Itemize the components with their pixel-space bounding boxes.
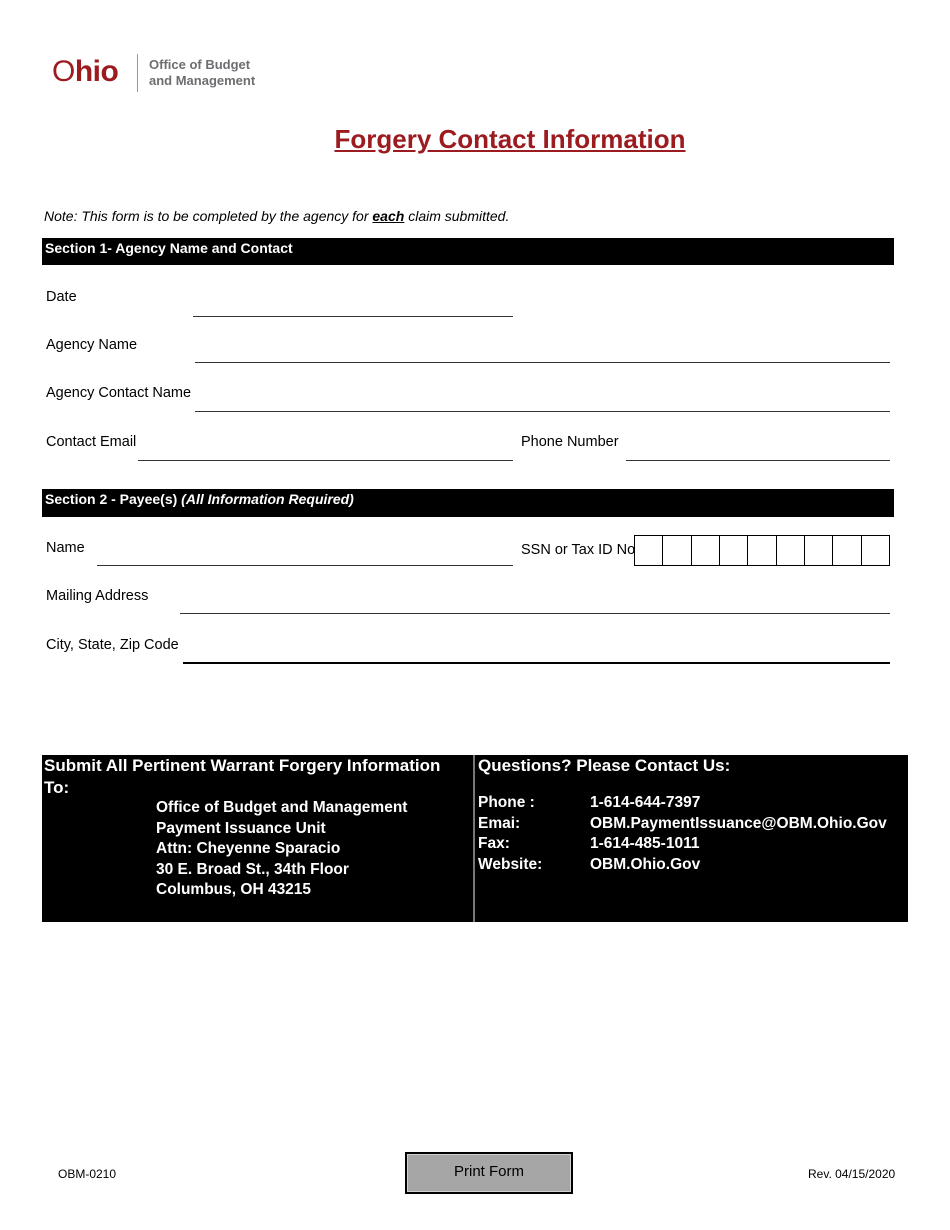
contact-value: 1-614-485-1011	[590, 835, 700, 852]
agency-contact-field[interactable]	[195, 411, 890, 412]
contact-value: 1-614-644-7397	[590, 794, 701, 811]
date-field[interactable]	[193, 316, 513, 317]
contact-row-website	[478, 855, 887, 876]
ssn-digit-box[interactable]	[862, 536, 889, 565]
submit-info-box	[42, 755, 474, 922]
address-line: Columbus, OH 43215	[156, 881, 312, 898]
ssn-digit-box[interactable]	[833, 536, 861, 565]
submit-address	[156, 798, 407, 901]
form-id: OBM-0210	[58, 1167, 117, 1181]
ssn-digit-box[interactable]	[692, 536, 720, 565]
city-state-zip-label: City, State, Zip Code	[46, 637, 179, 653]
ssn-digit-box[interactable]	[777, 536, 805, 565]
payee-name-label: Name	[46, 540, 85, 556]
page-title: Forgery Contact Information	[334, 124, 686, 154]
phone-number-label: Phone Number	[521, 434, 619, 450]
address-line: Payment Issuance Unit	[156, 819, 326, 837]
contact-heading: Questions? Please Contact Us:	[478, 756, 731, 775]
ssn-digit-box[interactable]	[720, 536, 748, 565]
agency-contact-label: Agency Contact Name	[46, 385, 192, 401]
org-line-2: and Management	[149, 73, 256, 88]
contact-list	[478, 793, 887, 875]
payee-name-field[interactable]	[97, 565, 513, 566]
contact-key: Phone :	[478, 794, 535, 811]
org-name	[149, 57, 255, 89]
contact-email-field[interactable]	[138, 460, 513, 461]
section-1-header	[42, 238, 894, 265]
ssn-digit-box[interactable]	[663, 536, 691, 565]
logo-separator	[137, 54, 138, 92]
agency-name-field[interactable]	[195, 362, 890, 363]
note-after: claim submitted.	[404, 208, 510, 224]
org-line-1: Office of Budget	[149, 57, 251, 72]
contact-row-phone	[478, 793, 887, 814]
submit-heading: Submit All Pertinent Warrant Forgery Information To:	[44, 756, 441, 797]
mailing-address-field[interactable]	[180, 613, 890, 614]
ssn-digit-box[interactable]	[805, 536, 833, 565]
print-form-button[interactable]: Print Form	[405, 1152, 573, 1194]
contact-row-fax	[478, 834, 887, 855]
logo-rest: hio	[74, 55, 119, 88]
section-1-title: Section 1- Agency Name and Contact	[45, 240, 293, 256]
mailing-address-label: Mailing Address	[46, 588, 149, 604]
address-line: 30 E. Broad St., 34th Floor	[156, 860, 349, 878]
contact-info-box	[475, 755, 908, 922]
note-before: Note: This form is to be completed by the agency for	[44, 208, 373, 224]
note-emphasis: each	[372, 208, 405, 224]
contact-row-email	[478, 814, 887, 835]
address-line: Attn: Cheyenne Sparacio	[156, 840, 341, 857]
contact-key: Website:	[478, 855, 543, 873]
ssn-digit-box[interactable]	[635, 536, 663, 565]
contact-email-label: Contact Email	[46, 434, 137, 450]
ssn-input[interactable]	[634, 535, 890, 566]
address-line: Office of Budget and Management	[156, 799, 408, 816]
contact-key: Fax:	[478, 835, 510, 852]
contact-key: Emai:	[478, 814, 521, 832]
form-note	[44, 208, 509, 224]
contact-value: OBM.PaymentIssuance@OBM.Ohio.Gov	[590, 814, 887, 832]
city-state-zip-field[interactable]	[183, 662, 890, 664]
agency-name-label: Agency Name	[46, 337, 138, 353]
phone-number-field[interactable]	[626, 460, 890, 461]
section-2-header	[42, 489, 894, 517]
section-2-required-note: (All Information Required)	[181, 491, 354, 507]
contact-value: OBM.Ohio.Gov	[590, 855, 701, 873]
ssn-digit-box[interactable]	[748, 536, 776, 565]
ssn-label: SSN or Tax ID No	[521, 542, 636, 558]
revision-date: Rev. 04/15/2020	[808, 1167, 896, 1181]
ohio-logo-text	[52, 52, 118, 92]
date-label: Date	[46, 289, 77, 305]
logo-o-letter: O	[52, 55, 75, 88]
section-2-title: Section 2 - Payee(s)	[45, 491, 182, 507]
